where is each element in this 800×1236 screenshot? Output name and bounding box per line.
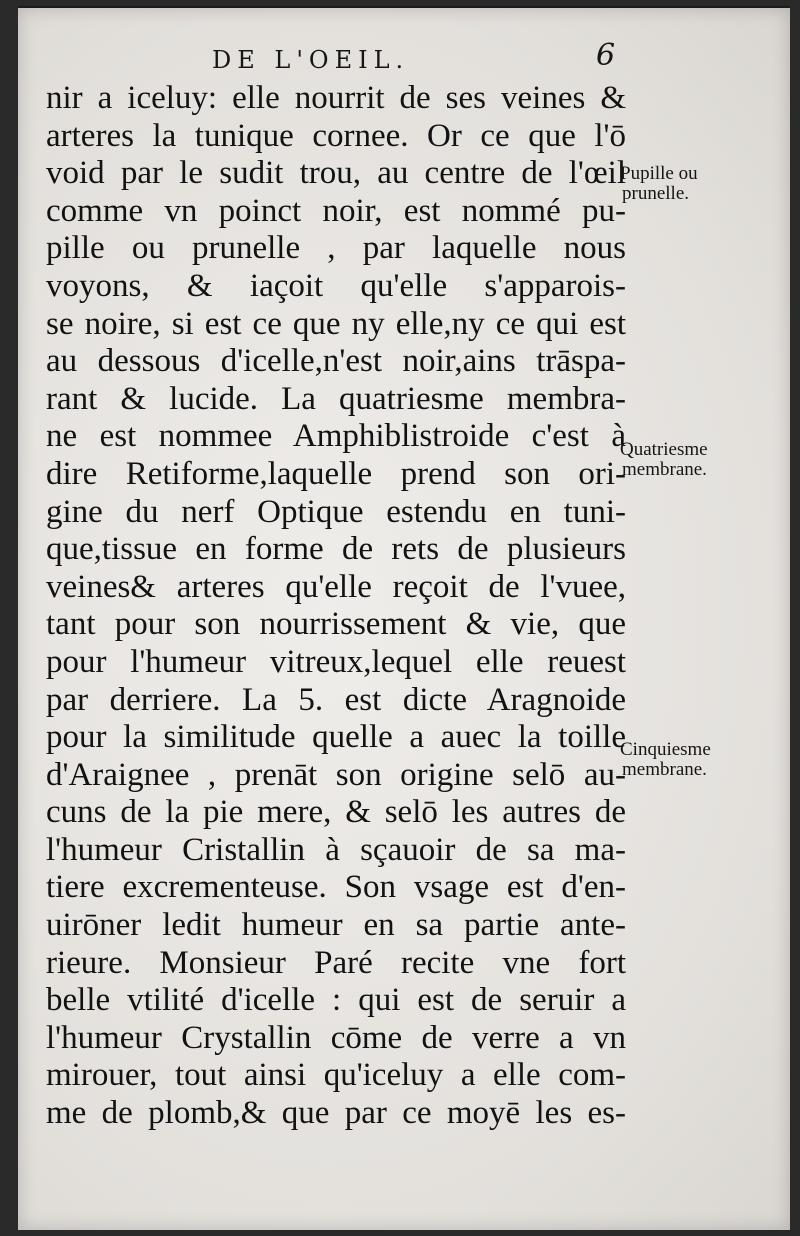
text-line: gine du nerf Optique estendu en tuni- (46, 493, 626, 530)
body-text (46, 80, 626, 1133)
text-line: cuns de la pie mere, & selō les autres de (46, 794, 626, 831)
text-line: mirouer, tout ainsi qu'iceluy a elle com- (46, 1057, 626, 1094)
text-line: me de plomb,& que par ce moyē les es- (46, 1095, 626, 1132)
text-line: tiere excrementeuse. Son vsage est d'en- (46, 869, 626, 906)
margin-note-line: membrane. (622, 459, 707, 480)
text-line: l'humeur Crystallin cōme de verre a vn (46, 1019, 626, 1056)
page-number: 6 (596, 38, 616, 73)
margin-note-line: prunelle. (622, 183, 690, 204)
book-page (18, 6, 790, 1230)
text-line: rieure. Monsieur Paré recite vne fort (46, 944, 626, 981)
text-line: tant pour son nourrissement & vie, que (46, 606, 626, 643)
text-line: voyons, & iaçoit qu'elle s'apparois- (46, 267, 626, 304)
text-line: pour l'humeur vitreux,lequel elle reuest (46, 643, 626, 680)
margin-note-line: membrane. (622, 759, 707, 780)
text-line: arteres la tunique cornee. Or ce que l'ō (46, 117, 626, 154)
margin-note-line: Quatriesme (620, 439, 708, 460)
text-line: se noire, si est ce que ny elle,ny ce qui est (46, 305, 626, 342)
text-line: par derriere. La 5. est dicte Aragnoide (46, 681, 626, 718)
text-line: comme vn poinct noir, est nommé pu- (46, 192, 626, 229)
text-line: veines& arteres qu'elle reçoit de l'vuee, (46, 568, 626, 605)
margin-note-line: Cinquiesme (620, 739, 711, 760)
running-head: DE L'OEIL. (212, 46, 410, 74)
margin-note-cinquiesme (620, 740, 711, 780)
text-line: pille ou prunelle , par laquelle nous (46, 230, 626, 267)
text-line: au dessous d'icelle,n'est noir,ains trāspa- (46, 343, 626, 380)
text-line: ne est nommee Amphiblistroide c'est à (46, 418, 626, 455)
text-line: d'Araignee , prenāt son origine selō au- (46, 756, 626, 793)
text-line: que,tissue en forme de rets de plusieurs (46, 531, 626, 568)
margin-note-pupille (620, 164, 698, 204)
text-line: dire Retiforme,laquelle prend son ori- (46, 455, 626, 492)
text-line: belle vtilité d'icelle : qui est de seruir a (46, 982, 626, 1019)
text-line: uirōner ledit humeur en sa partie ante- (46, 907, 626, 944)
text-line: l'humeur Cristallin à sçauoir de sa ma- (46, 831, 626, 868)
text-line: nir a iceluy: elle nourrit de ses veines & (46, 80, 626, 116)
text-line: pour la similitude quelle a auec la toille (46, 719, 626, 756)
text-line: rant & lucide. La quatriesme membra- (46, 380, 626, 417)
margin-note-quatriesme (620, 440, 708, 480)
margin-note-line: Pupille ou (620, 163, 698, 184)
text-line: void par le sudit trou, au centre de l'œil (46, 155, 626, 192)
